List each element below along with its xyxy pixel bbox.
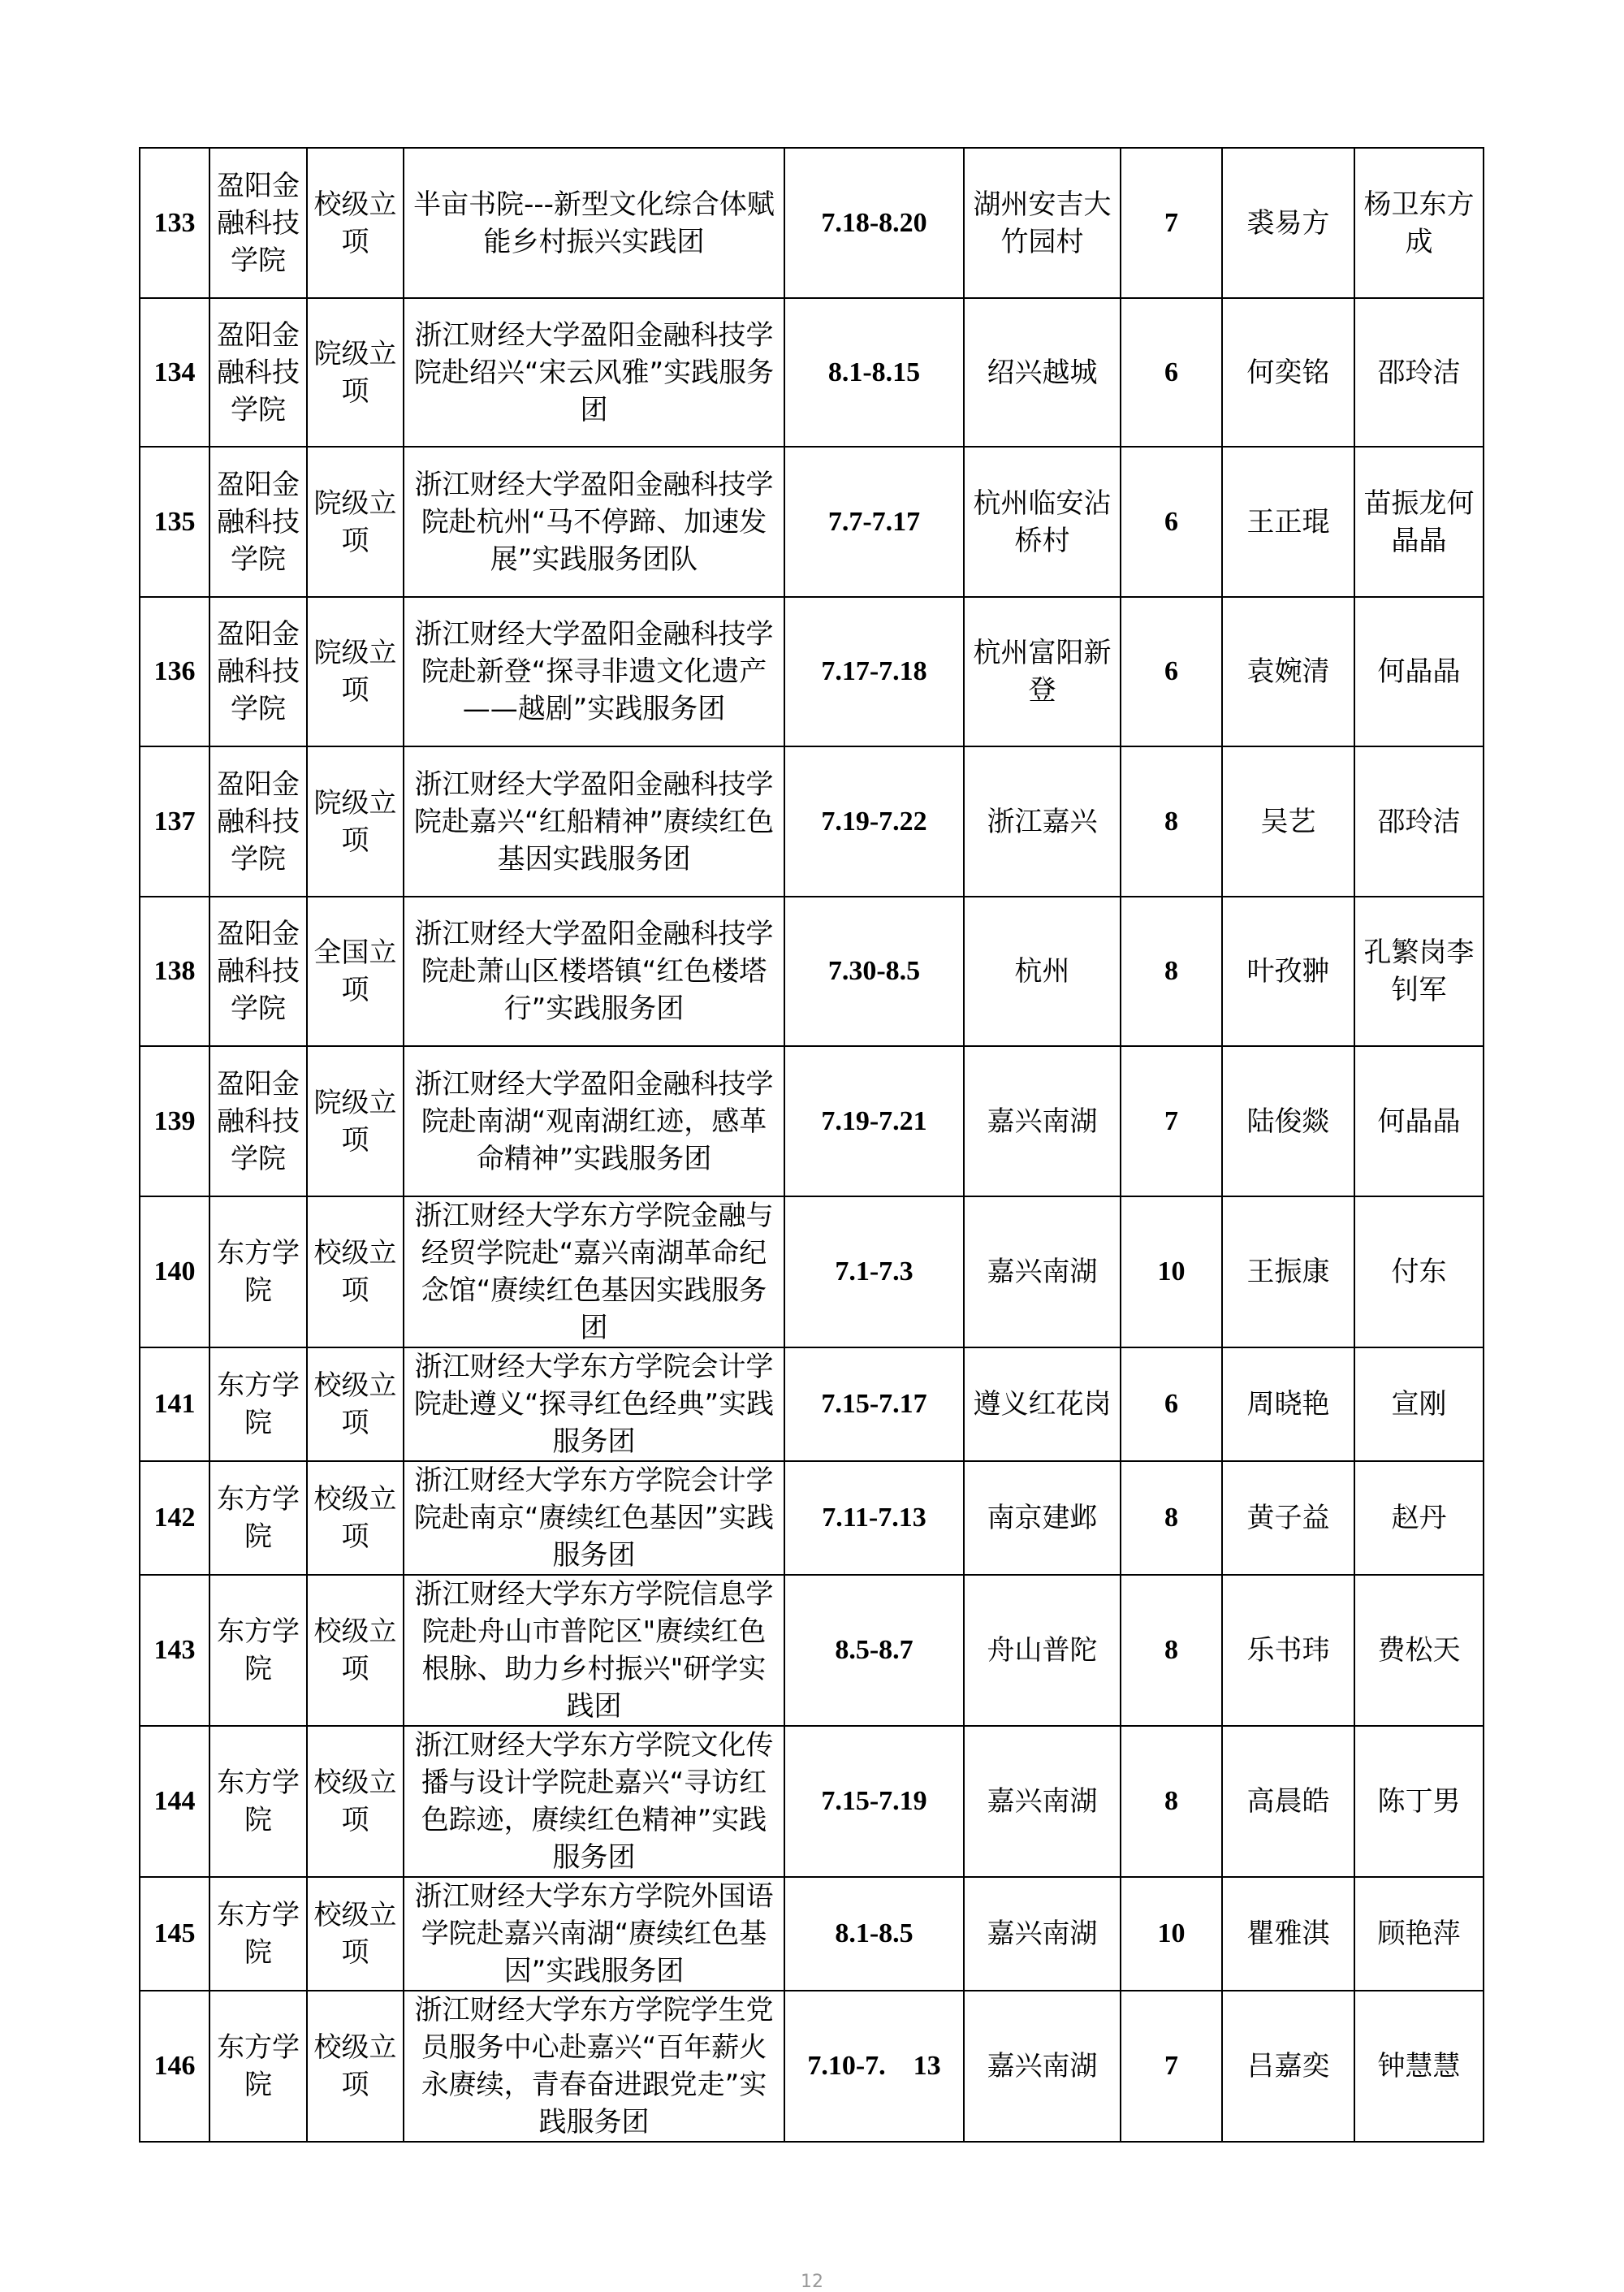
college-name-text: 盈阳金融科技学院 — [217, 918, 300, 1025]
member-count-text: 8 — [1164, 956, 1178, 986]
member-count — [1121, 897, 1222, 1046]
college-name — [209, 597, 307, 746]
project-level — [307, 148, 404, 298]
college-name-text: 盈阳金融科技学院 — [217, 468, 300, 576]
college-name-text: 盈阳金融科技学院 — [217, 1067, 300, 1175]
project-level-text: 院级立项 — [313, 487, 397, 557]
advisor-name-text: 苗振龙何晶晶 — [1363, 487, 1475, 557]
project-title — [404, 1991, 784, 2142]
project-title — [404, 746, 784, 897]
college-name — [209, 447, 307, 597]
row-number — [140, 447, 209, 597]
project-level — [307, 1046, 404, 1196]
member-count-text: 6 — [1164, 656, 1178, 686]
project-title — [404, 1196, 784, 1347]
project-title — [404, 1575, 784, 1726]
advisor-name — [1354, 1461, 1484, 1575]
team-leader — [1222, 746, 1354, 897]
advisor-name — [1354, 1196, 1484, 1347]
project-title-text: 浙江财经大学东方学院信息学院赴舟山市普陀区"赓续红色根脉、助力乡村振兴"研学实践团 — [414, 1578, 774, 1723]
college-name-text: 东方学院 — [217, 1237, 300, 1307]
college-name — [209, 1347, 307, 1461]
member-count-text: 6 — [1164, 506, 1178, 537]
activity-dates — [784, 746, 964, 897]
activity-dates — [784, 597, 964, 746]
activity-dates — [784, 1461, 964, 1575]
project-level — [307, 1575, 404, 1726]
activity-dates-text: 7.1-7.3 — [835, 1256, 914, 1287]
row-number-text: 134 — [153, 357, 196, 387]
advisor-name-text: 付东 — [1391, 1256, 1447, 1288]
row-number — [140, 148, 209, 298]
table-row — [140, 1461, 1484, 1575]
team-leader — [1222, 1575, 1354, 1726]
advisor-name — [1354, 1046, 1484, 1196]
activity-location-text: 嘉兴南湖 — [987, 1918, 1098, 1950]
team-leader-text: 陆俊燚 — [1246, 1105, 1330, 1138]
activity-location-text: 嘉兴南湖 — [987, 1256, 1098, 1288]
table-row — [140, 298, 1484, 447]
advisor-name — [1354, 897, 1484, 1046]
activity-location — [964, 1726, 1121, 1877]
row-number-text: 146 — [153, 2051, 196, 2081]
college-name — [209, 298, 307, 447]
college-name-text: 盈阳金融科技学院 — [217, 318, 300, 426]
project-title-text: 浙江财经大学盈阳金融科技学院赴南湖“观南湖红迹，感革命精神”实践服务团 — [414, 1067, 774, 1175]
team-leader-text: 吕嘉奕 — [1246, 2050, 1330, 2082]
team-leader — [1222, 1726, 1354, 1877]
activity-dates — [784, 1726, 964, 1877]
row-number-text: 133 — [153, 207, 196, 238]
team-leader — [1222, 1877, 1354, 1991]
row-number — [140, 746, 209, 897]
project-title — [404, 148, 784, 298]
project-title-text: 浙江财经大学东方学院会计学院赴遵义“探寻红色经典”实践服务团 — [413, 1351, 775, 1458]
row-number — [140, 1347, 209, 1461]
project-title-text: 浙江财经大学东方学院外国语学院赴嘉兴南湖“赓续红色基因”实践服务团 — [414, 1880, 774, 1987]
table-row — [140, 746, 1484, 897]
advisor-name-text: 赵丹 — [1391, 1502, 1447, 1534]
team-leader — [1222, 1347, 1354, 1461]
advisor-name — [1354, 1877, 1484, 1991]
row-number — [140, 1991, 209, 2142]
row-number — [140, 1196, 209, 1347]
member-count-text: 7 — [1164, 1105, 1178, 1136]
project-level — [307, 1196, 404, 1347]
college-name — [209, 148, 307, 298]
activity-dates — [784, 447, 964, 597]
advisor-name — [1354, 447, 1484, 597]
college-name-text: 东方学院 — [217, 1899, 300, 1969]
college-name — [209, 1991, 307, 2142]
project-title — [404, 1347, 784, 1461]
advisor-name-text: 钟慧慧 — [1377, 2050, 1461, 2082]
team-leader-text: 瞿雅淇 — [1246, 1918, 1330, 1950]
member-count-text: 8 — [1164, 1635, 1178, 1665]
row-number — [140, 597, 209, 746]
project-level-text: 院级立项 — [313, 337, 397, 408]
table-row — [140, 1046, 1484, 1196]
row-number-text: 135 — [153, 506, 196, 537]
member-count — [1121, 148, 1222, 298]
activity-dates — [784, 1046, 964, 1196]
college-name-text: 东方学院 — [217, 1767, 300, 1836]
project-level-text: 院级立项 — [313, 1086, 397, 1157]
advisor-name-text: 费松天 — [1377, 1634, 1461, 1667]
team-leader-text: 袁婉清 — [1246, 655, 1330, 688]
project-title-text: 浙江财经大学盈阳金融科技学院赴萧山区楼塔镇“红色楼塔行”实践服务团 — [414, 918, 774, 1025]
team-leader — [1222, 298, 1354, 447]
activity-location — [964, 1347, 1121, 1461]
member-count-text: 7 — [1164, 207, 1178, 238]
activity-location — [964, 148, 1121, 298]
project-title-text: 半亩书院---新型文化综合体赋能乡村振兴实践团 — [413, 188, 775, 258]
table-row — [140, 1991, 1484, 2142]
row-number-text: 139 — [153, 1105, 196, 1136]
activity-dates — [784, 1877, 964, 1991]
table-row — [140, 447, 1484, 597]
activity-location-text: 舟山普陀 — [987, 1634, 1098, 1667]
project-level — [307, 1877, 404, 1991]
table-row — [140, 1877, 1484, 1991]
table-row — [140, 148, 1484, 298]
row-number — [140, 897, 209, 1046]
activity-location — [964, 1877, 1121, 1991]
row-number-text: 145 — [153, 1918, 196, 1948]
activity-location-text: 嘉兴南湖 — [987, 1785, 1098, 1818]
member-count-text: 8 — [1164, 1503, 1178, 1533]
team-leader-text: 周晓艳 — [1246, 1388, 1330, 1421]
activity-location-text: 嘉兴南湖 — [987, 1105, 1098, 1138]
member-count-text: 7 — [1164, 2051, 1178, 2081]
row-number-text: 136 — [153, 656, 196, 686]
activity-location-text: 湖州安吉大竹园村 — [973, 188, 1112, 258]
row-number — [140, 1461, 209, 1575]
activity-dates-text: 8.1-8.5 — [835, 1918, 914, 1948]
activity-dates-text: 7.15-7.17 — [821, 1389, 927, 1419]
row-number-text: 138 — [153, 956, 196, 986]
row-number — [140, 298, 209, 447]
project-title — [404, 897, 784, 1046]
team-leader — [1222, 1461, 1354, 1575]
advisor-name-text: 顾艳萍 — [1377, 1918, 1461, 1950]
project-level-text: 校级立项 — [313, 1237, 397, 1307]
project-level-text: 校级立项 — [313, 1615, 397, 1685]
college-name — [209, 1726, 307, 1877]
advisor-name — [1354, 597, 1484, 746]
activity-location — [964, 1046, 1121, 1196]
project-title — [404, 597, 784, 746]
college-name — [209, 1877, 307, 1991]
table-row — [140, 1347, 1484, 1461]
member-count — [1121, 1196, 1222, 1347]
project-title-text: 浙江财经大学东方学院金融与经贸学院赴“嘉兴南湖革命纪念馆“赓续红色基因实践服务团 — [414, 1200, 774, 1344]
project-title — [404, 298, 784, 447]
advisor-name-text: 宣刚 — [1391, 1388, 1447, 1421]
college-name — [209, 1196, 307, 1347]
member-count — [1121, 746, 1222, 897]
activity-dates — [784, 1196, 964, 1347]
activity-dates — [784, 298, 964, 447]
table-row — [140, 1575, 1484, 1726]
advisor-name-text: 邵玲洁 — [1377, 805, 1461, 838]
project-level-text: 全国立项 — [313, 936, 397, 1006]
table-row — [140, 1196, 1484, 1347]
team-leader-text: 叶孜翀 — [1246, 955, 1330, 988]
advisor-name — [1354, 1991, 1484, 2142]
member-count-text: 6 — [1164, 357, 1178, 387]
team-leader — [1222, 1991, 1354, 2142]
advisor-name-text: 杨卫东方成 — [1363, 188, 1475, 258]
college-name — [209, 1046, 307, 1196]
activity-dates — [784, 897, 964, 1046]
project-level — [307, 1726, 404, 1877]
activity-location-text: 杭州 — [1014, 955, 1070, 988]
member-count-text: 8 — [1164, 806, 1178, 837]
activity-location-text: 遵义红花岗 — [973, 1388, 1112, 1421]
activity-location — [964, 1196, 1121, 1347]
team-leader — [1222, 1046, 1354, 1196]
advisor-name — [1354, 298, 1484, 447]
row-number-text: 142 — [153, 1503, 196, 1533]
member-count-text: 10 — [1157, 1256, 1186, 1287]
team-leader-text: 裘易方 — [1246, 206, 1330, 240]
team-leader — [1222, 447, 1354, 597]
activity-dates-text: 8.5-8.7 — [835, 1635, 914, 1665]
activity-location-text: 杭州临安沾桥村 — [973, 487, 1112, 557]
project-title-text: 浙江财经大学盈阳金融科技学院赴绍兴“宋云风雅”实践服务团 — [413, 318, 775, 426]
advisor-name-text: 何晶晶 — [1377, 655, 1461, 688]
project-level — [307, 1461, 404, 1575]
row-number — [140, 1726, 209, 1877]
project-level-text: 校级立项 — [313, 1899, 397, 1969]
member-count — [1121, 1347, 1222, 1461]
activity-dates — [784, 1347, 964, 1461]
row-number-text: 137 — [153, 806, 196, 837]
team-leader-text: 王正琨 — [1246, 505, 1330, 538]
advisor-name — [1354, 1575, 1484, 1726]
activity-location — [964, 298, 1121, 447]
table-row — [140, 597, 1484, 746]
project-title — [404, 447, 784, 597]
row-number — [140, 1877, 209, 1991]
project-level — [307, 1991, 404, 2142]
advisor-name-text: 邵玲洁 — [1377, 356, 1461, 389]
member-count — [1121, 1575, 1222, 1726]
college-name — [209, 746, 307, 897]
member-count — [1121, 1726, 1222, 1877]
project-level — [307, 1347, 404, 1461]
advisor-name — [1354, 746, 1484, 897]
project-level — [307, 746, 404, 897]
team-leader-text: 王振康 — [1246, 1256, 1330, 1288]
project-level — [307, 597, 404, 746]
team-leader-text: 乐书玮 — [1246, 1634, 1330, 1667]
activity-dates-text: 7.17-7.18 — [821, 656, 927, 686]
project-level-text: 校级立项 — [313, 1369, 397, 1439]
project-level-text: 校级立项 — [313, 1767, 397, 1836]
college-name-text: 东方学院 — [217, 1483, 300, 1553]
project-level — [307, 447, 404, 597]
team-leader-text: 高晨皓 — [1246, 1785, 1330, 1818]
college-name — [209, 897, 307, 1046]
table-row — [140, 897, 1484, 1046]
activity-dates-text: 7.15-7.19 — [821, 1786, 927, 1816]
table-row — [140, 1726, 1484, 1877]
team-leader — [1222, 1196, 1354, 1347]
advisor-name-text: 孔繁岗李钊军 — [1363, 936, 1475, 1006]
project-title-text: 浙江财经大学盈阳金融科技学院赴新登“探寻非遗文化遗产——越剧”实践服务团 — [414, 618, 774, 725]
member-count-text: 6 — [1164, 1389, 1178, 1419]
team-leader — [1222, 597, 1354, 746]
advisor-name — [1354, 1347, 1484, 1461]
activity-dates — [784, 1575, 964, 1726]
advisor-name-text: 陈丁男 — [1377, 1785, 1461, 1818]
team-leader-text: 吴艺 — [1260, 805, 1316, 838]
row-number-text: 144 — [153, 1786, 196, 1816]
activity-dates-text: 8.1-8.15 — [827, 357, 921, 387]
activity-location-text: 嘉兴南湖 — [987, 2050, 1098, 2082]
activity-dates-text: 7.19-7.22 — [821, 806, 927, 837]
college-name — [209, 1575, 307, 1726]
activity-dates-text: 7.11-7.13 — [822, 1503, 926, 1533]
activity-dates — [784, 148, 964, 298]
project-title-text: 浙江财经大学东方学院会计学院赴南京“赓续红色基因”实践服务团 — [413, 1464, 775, 1572]
activity-dates-text: 7.10-7. 13 — [807, 2051, 941, 2081]
project-table — [139, 147, 1484, 2143]
advisor-name — [1354, 1726, 1484, 1877]
activity-location — [964, 746, 1121, 897]
activity-location — [964, 897, 1121, 1046]
activity-dates-text: 7.30-8.5 — [827, 956, 921, 986]
activity-location — [964, 447, 1121, 597]
project-level-text: 校级立项 — [313, 2031, 397, 2101]
college-name-text: 东方学院 — [217, 2031, 300, 2101]
project-title-text: 浙江财经大学盈阳金融科技学院赴杭州“马不停蹄、加速发展”实践服务团队 — [414, 468, 774, 576]
project-title-text: 浙江财经大学东方学院文化传播与设计学院赴嘉兴“寻访红色踪迹，赓续红色精神”实践服务团 — [414, 1729, 774, 1874]
team-leader — [1222, 148, 1354, 298]
advisor-name-text: 何晶晶 — [1377, 1105, 1461, 1138]
page-number: 12 — [801, 2272, 823, 2292]
activity-location-text: 浙江嘉兴 — [987, 805, 1098, 838]
college-name-text: 东方学院 — [217, 1615, 300, 1685]
project-level-text: 院级立项 — [313, 786, 397, 857]
college-name — [209, 1461, 307, 1575]
activity-dates-text: 7.18-8.20 — [821, 207, 927, 238]
row-number-text: 143 — [153, 1635, 196, 1665]
project-level-text: 校级立项 — [313, 188, 397, 258]
advisor-name — [1354, 148, 1484, 298]
activity-dates — [784, 1991, 964, 2142]
member-count — [1121, 1461, 1222, 1575]
activity-dates-text: 7.19-7.21 — [821, 1105, 927, 1136]
row-number-text: 140 — [153, 1256, 196, 1287]
college-name-text: 东方学院 — [217, 1369, 300, 1439]
member-count — [1121, 1046, 1222, 1196]
project-title-text: 浙江财经大学东方学院学生党员服务中心赴嘉兴“百年薪火永赓续，青春奋进跟党走”实践服务团 — [414, 1994, 774, 2138]
activity-location — [964, 597, 1121, 746]
project-title — [404, 1461, 784, 1575]
activity-location — [964, 1991, 1121, 2142]
team-leader-text: 黄子益 — [1246, 1502, 1330, 1534]
activity-dates-text: 7.7-7.17 — [827, 506, 921, 537]
team-leader-text: 何奕铭 — [1246, 356, 1330, 389]
activity-location-text: 杭州富阳新登 — [973, 637, 1112, 707]
college-name-text: 盈阳金融科技学院 — [217, 618, 300, 725]
member-count-text: 8 — [1164, 1786, 1178, 1816]
activity-location — [964, 1461, 1121, 1575]
member-count-text: 10 — [1157, 1918, 1186, 1948]
team-leader — [1222, 897, 1354, 1046]
project-level-text: 院级立项 — [313, 637, 397, 707]
member-count — [1121, 1877, 1222, 1991]
project-level — [307, 897, 404, 1046]
activity-location — [964, 1575, 1121, 1726]
member-count — [1121, 597, 1222, 746]
project-title — [404, 1877, 784, 1991]
row-number — [140, 1575, 209, 1726]
project-level — [307, 298, 404, 447]
member-count — [1121, 1991, 1222, 2142]
project-title-text: 浙江财经大学盈阳金融科技学院赴嘉兴“红船精神”赓续红色基因实践服务团 — [413, 768, 775, 876]
college-name-text: 盈阳金融科技学院 — [217, 169, 300, 277]
project-title — [404, 1046, 784, 1196]
college-name-text: 盈阳金融科技学院 — [217, 768, 300, 876]
member-count — [1121, 447, 1222, 597]
row-number — [140, 1046, 209, 1196]
activity-location-text: 绍兴越城 — [987, 356, 1098, 389]
activity-location-text: 南京建邺 — [987, 1502, 1098, 1534]
row-number-text: 141 — [153, 1389, 196, 1419]
project-level-text: 校级立项 — [313, 1483, 397, 1553]
member-count — [1121, 298, 1222, 447]
project-title — [404, 1726, 784, 1877]
